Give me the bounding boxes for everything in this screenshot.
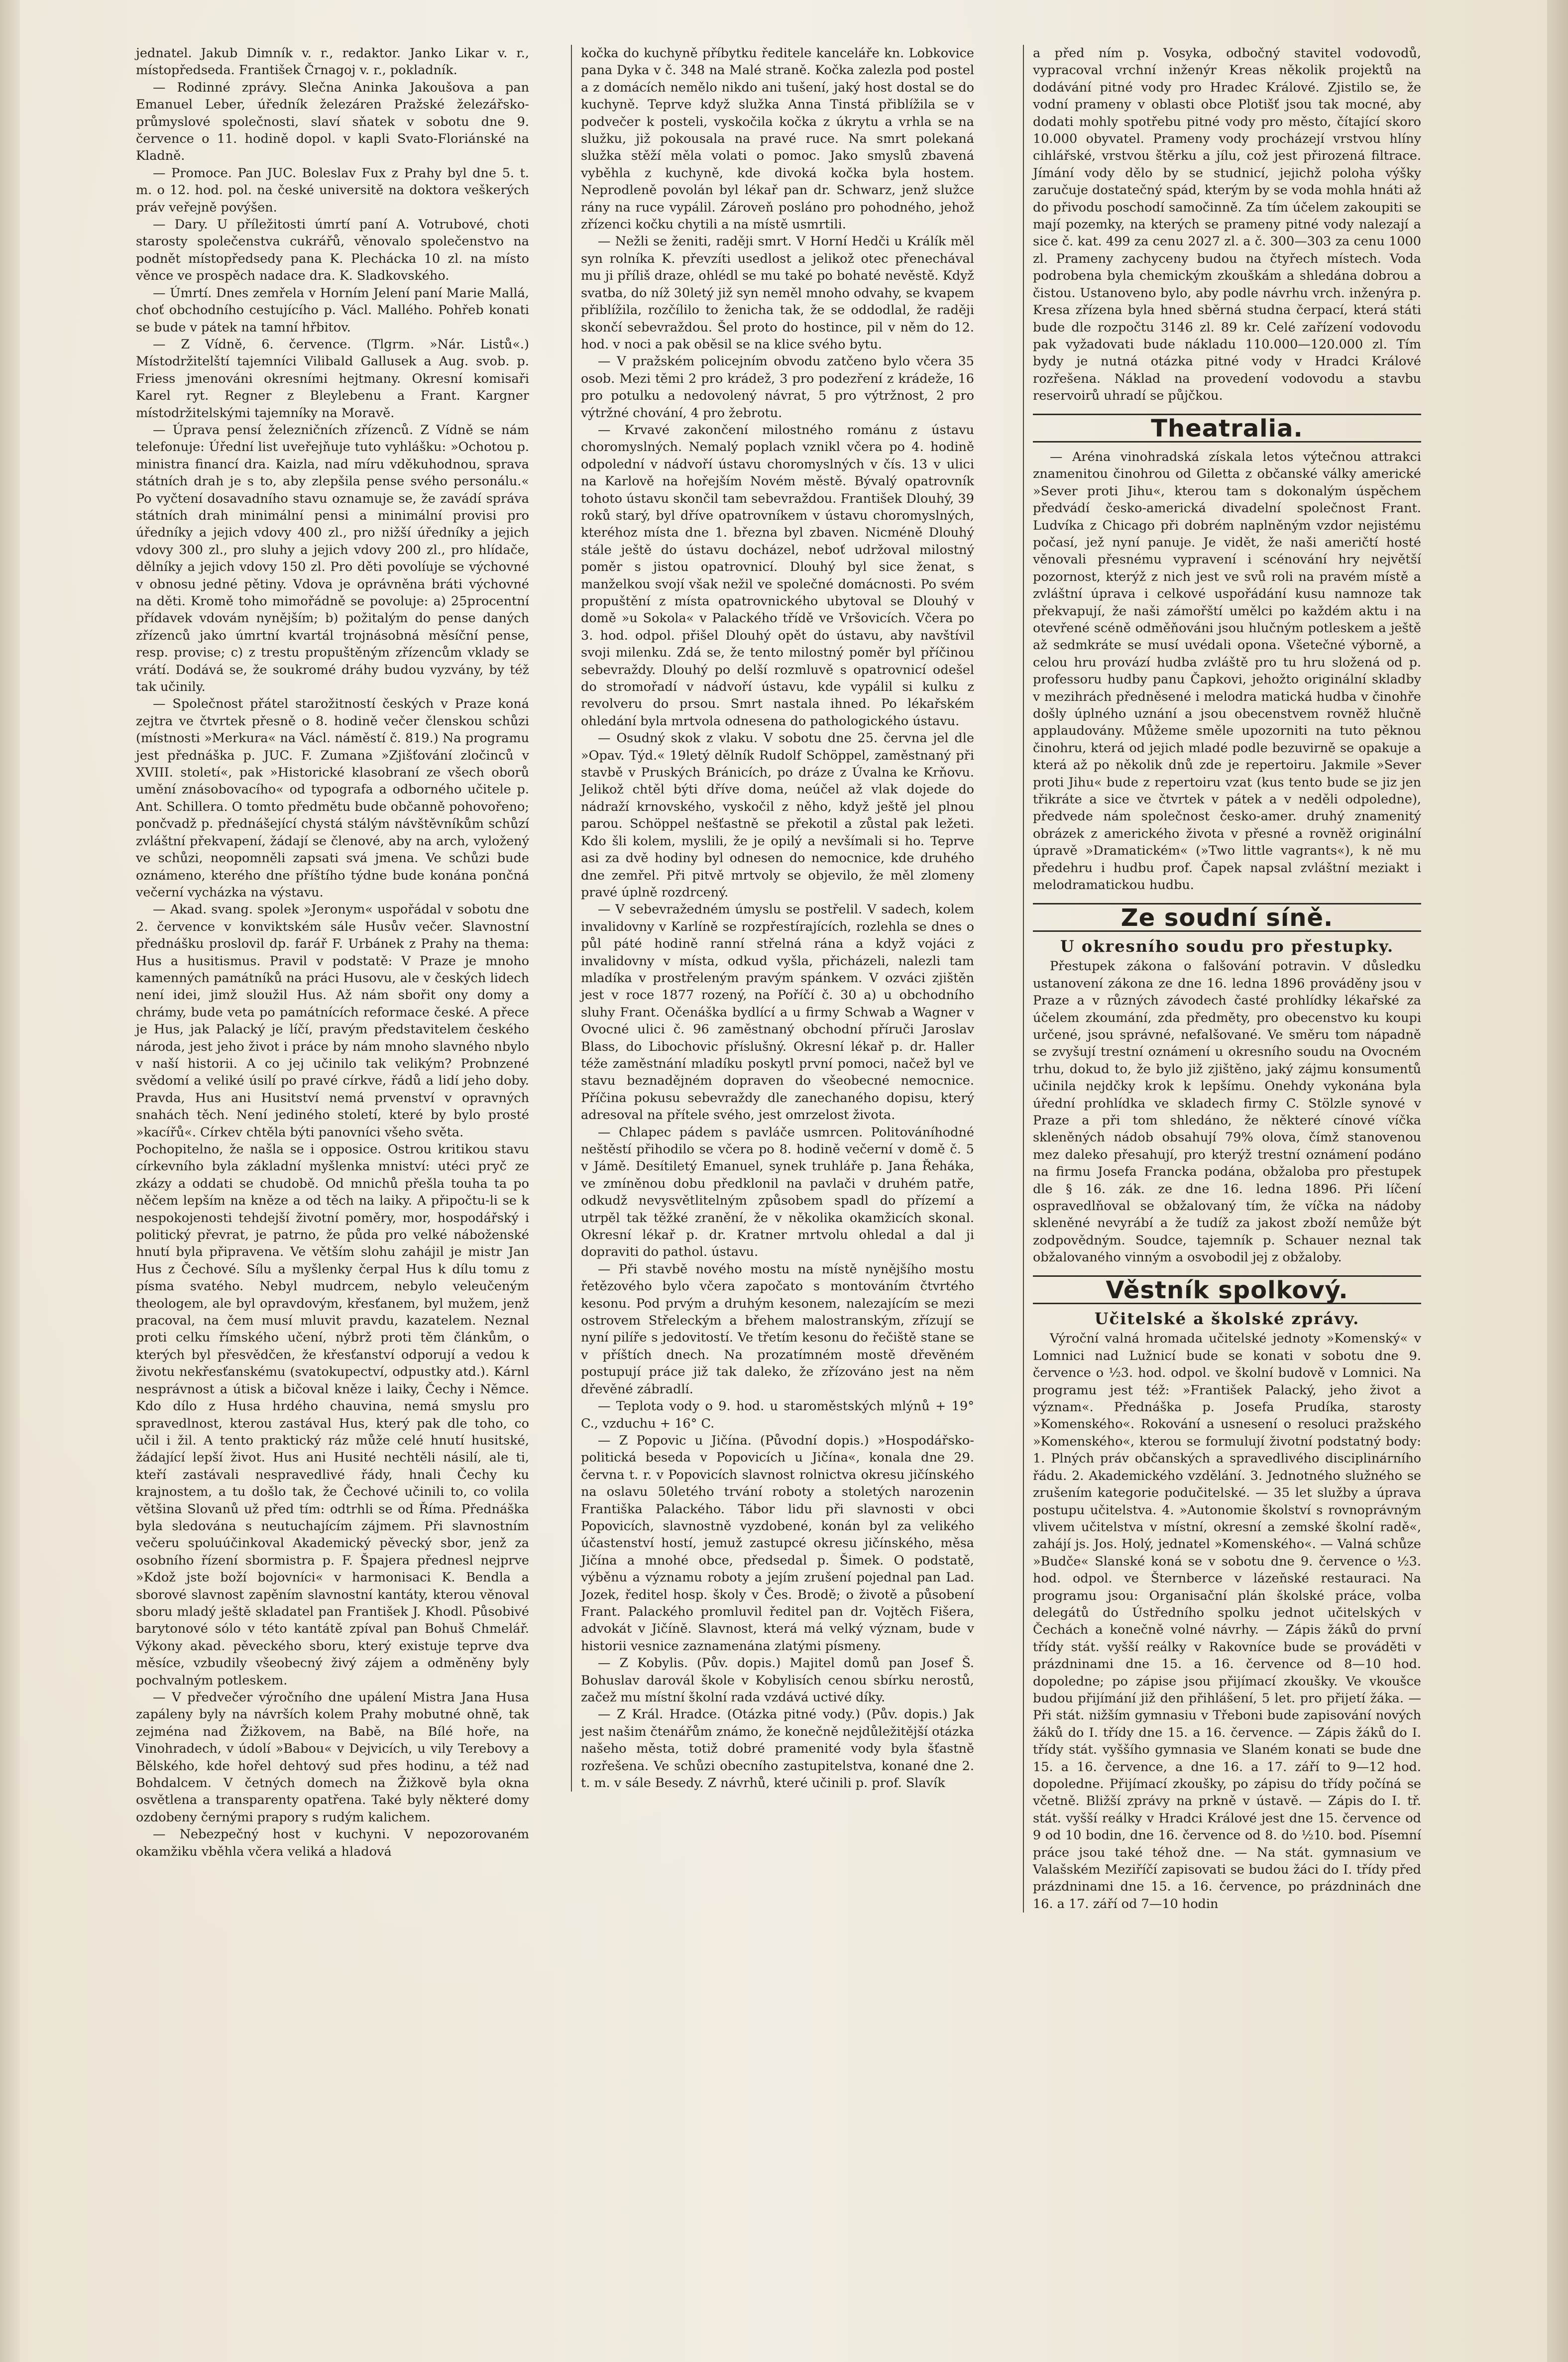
column-2 (571, 45, 974, 1792)
article-paragraph: — Z Vídně, 6. července. (Tlgrm. »Nár. Listů«.) Místodržitelští tajemníci Vilibald Gallusek a Aug. svob. p. Friess jmenováni okresními hejtmany. Okresní komisaři Karel ryt. Regner z Bleylebenu a Frant. Kargner místodržitelskými tajemníky na Moravě. (136, 337, 529, 421)
article-paragraph: — Chlapec pádem s pavláče usmrcen. Politováníhodné neštěstí přihodilo se včera po 8. hodině večerní v domě č. 5 v Jámě. Desítiletý Emanuel, synek truhláře p. Jana Řeháka, ve zmíněnou dobu předklonil na pavlači v druhém patře, odkudž nevysvětlitelným způsobem spadl do přízemí a utrpěl tak těžké zranění, že v několika okamžicích skonal. Okresní lékař p. dr. Kratner mrtvolu ohledal a dal ji dopraviti do pathol. ústavu. (581, 1125, 974, 1260)
column-3 (1023, 45, 1421, 1912)
section-subtitle-court: U okresního soudu pro přestupky. (1060, 936, 1394, 956)
article-paragraph: — Teplota vody o 9. hod. u staroměstských mlýnů + 19° C., vzduchu + 16° C. (581, 1399, 974, 1431)
article-paragraph: — Promoce. Pan JUC. Boleslav Fux z Prahy byl dne 5. t. m. o 12. hod. pol. na české universitě na doktora veškerých práv veřejně povýšen. (136, 165, 529, 215)
article-paragraph: Výroční valná hromada učitelské jednoty »Komenský« v Lomnici nad Lužnicí bude se konati v sobotu dne 9. července o ½3. hod. odpol. ve školní budově v Lomnici. Na programu jest též: »František Palacký, jeho život a význam«. Přednáška p. Josefa Prudíka, starosty »Komenského«. Rokování a usnesení o resoluci pražského »Komenského«, kterou se formulují životní podstatný body: 1. Plných práv občanských a spravedlivého disciplinárního řádu. 2. Akademického vzdělání. 3. Jednotného služného se zrušením kategorie podučitelské. — 35 let služby a úprava postupu učitelstva. 4. »Autonomie školství s rovnoprávným vlivem učitelstva v místní, okresní a zemské školní radě«, zahájí js. Jos. Holý, jednatel »Komenského«. — Valná schůze »Budče« Slanské koná se v sobotu dne 9. července o ½3. hod. odpol. ve Šternberce v lázeňské restauraci. Na programu jsou: Organisační plán školské práce, volba delegátů do Ústředního spolku jednot učitelských v Čechách a konečně volné návrhy. — Zápis žáků do první třídy stát. vyšší reálky v Rakovníce bude se prováděti v prázdninami dne 15. a 16. července od 8—10 hod. dopoledne; po zápise jsou přijímací zkoušky. Ve vkoušce budou přijímání již den přihlášení, 5 let. pro přijetí žáka. — Při stát. nižším gymnasiu v Třeboni bude zapisování nových žáků do I. třídy dne 15. a 16. července. — Zápis žáků do I. třídy stát. vyššího gymnasia ve Slaném konati se bude dne 15. a 16. července, a dne 16. a 17. září to 9—12 hod. dopoledne. Přijímací zkoušky, po zápisu do třídy počíná se včetně. Bližší zprávy na prkně v ústavě. — Zápis do I. tř. stát. vyšší reálky v Hradci Králové jest dne 15. července od 9 od 10 bodin, dne 16. července od 8. do ½10. bod. Písemní práce jsou také téhož dne. — Na stát. gymnasium ve Valašském Meziříčí zapisovati se budou žáci do I. třídy před prázdninami dne 15. a 16. července, po prázdninách dne 16. a 17. září od 7—10 hodin (1033, 1331, 1421, 1912)
article-paragraph: — Rodinné zprávy. Slečna Aninka Jakoušova a pan Emanuel Leber, úředník železáren Pražské železářsko-průmyslové společnosti, slaví sňatek v sobotu dne 9. července o 11. hodině dopol. v kapli Svato-Floriánské na Kladně. (136, 80, 529, 164)
article-paragraph: — Nebezpečný host v kuchyni. V nepozorovaném okamžiku vběhla včera veliká a hladová (136, 1827, 529, 1859)
section-title-associations: Věstník spolkový. (1033, 1275, 1421, 1304)
article-paragraph: — V předvečer výročního dne upálení Mistra Jana Husa zapáleny byly na návrších kolem Prahy mobutné ohně, tak zejména nad Žižkovem, na Babě, na Bílé hoře, na Vinohradech, v údolí »Babou« v Dejvicích, u vily Terebovy a Bělského, kde hořel dehtový sud přes hodinu, a též nad Bohdalcem. V četných domech na Žižkově byla okna osvětlena a transparenty opatřena. Také byly některé domy ozdobeny černými prapory s rudým kalichem. (136, 1690, 529, 1825)
article-paragraph: Pochopitelno, že našla se i opposice. Ostrou kritikou stavu církevního byla základní myšlenka mniství: utéci pryč ze zkázy a oddati se chudobě. Od mnichů přešla touha ta po něčem lepším na kněze a od těch na laiky. A připočtu-li se k nespokojenosti tehdejší životní poměry, mor, hospodářský i politický převrat, je patrno, že půda pro velké náboženské hnutí byla připravena. Ve větším slohu zahájil je mistr Jan Hus z Čechové. Sílu a myšlenky čerpal Hus k dílu tomu z písma svatého. Nebyl mudrcem, nebylo veleučeným theologem, ale byl opravdovým, křesťanem, byl mužem, jenž pracoval, na čem musí mluvit pravdu, kazatelem. Neznal proti celku římského učení, nýbrž proti těm článkům, o kterých byl přesvědčen, že křesťanství odporují a vedou k životu nekřesťanskému (svatokupectví, odpustky atd.). Kárnl nesprávnost a útisk a bičoval kněze i laiky, Čechy i Němce. Kdo dílo z Husa hrdého chauvina, nemá smyslu pro spravedlnost, kterou zastával Hus, který pak dle toho, co učil i žil. A tento praktický ráz může celé hnutí husitské, žádající lepší život. Hus ani Husité nechtěli násilí, ale ti, kteří zastávali nespravedlivé řády, hnali Čechy ku krajnostem, a tu došlo tak, že Čechové učinili to, co volila většina Slovanů už před tím: odtrhli se od Říma. Přednáška byla sledována s neutuchajícím zájmem. Při slavnostním večeru spoluúčinkoval Akademický pěvecký sbor, jenž za osobního řízení sbormistra p. F. Špajera přednesl nejprve »Kdož jste boží bojovníci« v harmonisaci K. Bendla a sborové slavnost zapěním slavnostní kantáty, kterou věnoval sboru mladý ještě skladatel pan František J. Khodl. Působivé barytonové sólo v této kantátě zpíval pan Bohuš Chmelář. Výkony akad. pěveckého sboru, který existuje teprve dva měsíce, vzbudily všeobecný živý zájem a odměněny byly pochvalným potleskem. (136, 1142, 529, 1688)
section-title-theatralia: Theatralia. (1033, 414, 1421, 443)
article-paragraph: — Z Popovic u Jičína. (Původní dopis.) »Hospodářsko-politická beseda v Popovicích u Jičína«, konala dne 29. června t. r. v Popovicích slavnost rolnictva okresu jičínského na oslavu 50letého trvání roboty a stoletých narozenin Františka Palackého. Tábor lidu při slavnosti v obci Popovicích, slavnostně vyzdobené, konán byl za velikého účastenství hostí, jemuž zastupcé okresu jičínského, měsa Jičína a mnohé obce, předsedal p. Šimek. O podstatě, výběnu a významu roboty a jejím zrušení pojednal pan Lad. Jozek, ředitel hosp. školy v Čes. Brodě; o životě a působení Frant. Palackého promluvil ředitel pan dr. Vojtěch Fišera, advokát v Jičíně. Slavnost, která má velký význam, bude v historii vesnice zaznamenána zlatými písmeny. (581, 1433, 974, 1654)
article-paragraph: kočka do kuchyně příbytku ředitele kanceláře kn. Lobkovice pana Dyka v č. 348 na Malé straně. Kočka zalezla pod postel a z domácích nemělo nikdo ani tušení, jaký host dostal se do kuchyně. Teprve když služka Anna Tinstá přiblížila se v podvečer k posteli, vyskočila kočka z úkrytu a vrhla se na služku, již pokousala na pravé ruce. Na smrt polekaná služka stěží měla volati o pomoc. Jako smyslů zbavená vyběhla z kuchyně, kde divoká kočka byla hostem. Neprodleně povolán byl lékař pan dr. Schwarz, jenž služce rány na ruce vypálil. Zároveň posláno pro pohodného, jehož zřízenci kočku chytili a na místě usmrtili. (581, 46, 974, 232)
article-paragraph: — Osudný skok z vlaku. V sobotu dne 25. června jel dle »Opav. Týd.« 19letý dělník Rudolf Schöppel, zaměstnaný při stavbě v Pruských Bránicích, po dráze z Úvalna ke Krňovu. Jelikož chtěl býti dříve doma, neúčel až vlak dojede do nádraží krnovského, vyskočil z něho, když ještě jel plnou parou. Schöppel nešťastně se překotil a zůstal pak ležeti. Kdo šli kolem, myslili, že je opilý a nevšímali si ho. Teprve asi za dvě hodiny byl odnesen do nemocnice, kde druhého dne zemřel. Při pitvě mrtvoly se objevilo, že měl zlomeny pravé úplně rozdrcený. (581, 731, 974, 900)
article-paragraph: — Společnost přátel starožitností českých v Praze koná zejtra ve čtvrtek přesně o 8. hodině večer členskou schůzi (místnosti »Merkura« na Václ. náměstí č. 819.) Na programu jest přednáška p. JUC. F. Zumana »Zjišťování zločinců v XVIII. století«, pak »Historické klasobraní ze všech oborů umění znásobovacího« od typografa a odborného učitele p. Ant. Schillera. O tomto předmětu bude občanně pohovořeno; pončvadž p. přednášející chystá stálým návštěvníkům schůzí zvláštní překvapení, žádají se členové, aby na arch, vyložený ve schůzi, neopomněli zapsati svá jmena. Ve schůzi bude oznámeno, kterého dne příštího týdne bude konána pončná večerní vycházka na výstavu. (136, 696, 529, 900)
article-paragraph: — Při stavbě nového mostu na místě nynějšího mostu řetězového bylo včera započato s montováním čtvrtého kesonu. Pod prvým a druhým kesonem, nalezajícím se mezi ostrovem Střeleckým a břehem malostranským, zřízují se nyní pilíře s jedovitostí. Ve třetím kesonu do řečiště stane se v příštích dnech. Na prozatímném mostě dřevěném postupují práce již tak daleko, že zřízováno jest na něm dřevěné zábradlí. (581, 1261, 974, 1397)
article-paragraph: — Z Kobylis. (Pův. dopis.) Majitel domů pan Josef Š. Bohuslav darovál škole v Kobylisích cenou sbírku nerostů, začež mu místní školní rada vzdává uctivé díky. (581, 1656, 974, 1705)
article-paragraph: — V pražském policejním obvodu zatčeno bylo včera 35 osob. Mezi těmi 2 pro krádež, 3 pro podezření z krádeže, 16 pro potulku a nedovolený návrat, 5 pro výtržnost, 2 pro výtržné chování, 4 pro žebrotu. (581, 354, 974, 421)
article-paragraph: — Dary. U příležitosti úmrtí paní A. Votrubové, choti starosty společenstva cukrářů, věnovalo společenstvo na podnět místopředsedy pana K. Plechácka 10 zl. na místo věnce ve prospěch nadace dra. K. Sladkovského. (136, 217, 529, 284)
article-paragraph: jednatel. Jakub Dimník v. r., redaktor. Janko Likar v. r., místopředseda. František Črnagoj v. r., pokladník. (136, 46, 529, 78)
article-paragraph: — Z Král. Hradce. (Otázka pitné vody.) (Pův. dopis.) Jak jest našim čtenářům známo, že konečně nejdůležitější otázka našeho města, totiž dobré pramenité vody byla šťastně rozřešena. Ve schůzi obecního zastupitelstva, konané dne 2. t. m. v sále Besedy. Z návrhů, které učinili p. prof. Slavík (581, 1707, 974, 1791)
section-subtitle-teachers: Učitelské a školské zprávy. (1094, 1309, 1360, 1329)
column-1 (136, 45, 529, 1860)
section-title-court: Ze soudní síně. (1033, 903, 1421, 932)
article-paragraph: — Aréna vinohradská získala letos výtečnou attrakci znamenitou činohrou od Giletta z občanské války americké »Sever proti Jihu«, kterou tam s dokonalým úspěchem předvádí česko-americká divadelní společnost Frant. Ludvíka z Chicago při dobrém naplněným vzdor nejistému počasí, jež nyní panuje. Je vidět, že naši američtí hosté věnovali přesnému vypravení i scénování hry největší pozornost, kterýž z nich jest ve svů roli na pravém místě a zvláštní úprava i celkové uspořádání kusu namnoze tak překvapují, že naši zámořští umělci po každém aktu i na otevřené scéně odměňováni jsou hlučným potleskem a ještě až sedmkráte se musí uvédali opona. Všetečné výborně, a celou hru provází hudba zvláště pro tu hru složená od p. professoru hudby panu Čapkovi, jehožto originální skladby v mezihrách předněsené i melodra matická hudba v činohře došly úplného uznání a jsou obecenstvem rovněž hlučně applaudovány. Můžeme směle upozorniti na tuto pěknou činohru, která od jejich mladé podle bezuvirně se opakuje a která až po několik dnů zde je repertoiru. Jakmile »Sever proti Jihu« bude z repertoiru vzat (kus tento bude se jiz jen třikráte a sice ve čtvrtek v pátek a v neděli odpoledne), předvede nám společnost česko-amer. druhý znamenitý obrázek z amerického života v přesné a rovněž originální úpravě »Dramatickém« (»Two little vagrants«), k ně mu předehru i hudbu prof. Čapek napsal zvláštní meziakt i melodramatickou hudbu. (1033, 449, 1421, 893)
article-paragraph: a před ním p. Vosyka, odbočný stavitel vodovodů, vypracoval vrchní inženýr Kreas několik projektů na dodávání pitné vody pro Hradec Králové. Zjistilo se, že vodní prameny v oblasti obce Plotišť jsou tak mocné, aby dodati mohly spotřebu pitné vody pro město, čítající skoro 10.000 obyvatel. Prameny vody procházejí vrstvou hlíny cihlářské, vrstvou štěrku a jílu, což jest přirozená filtrace. Jímání vody dělo by se studnicí, jejichž poloha výšky zaručuje dostatečný spád, kterým by se voda mohla hnáti až do přivodu poschodí samočinně. Za tím účelem zakoupiti se mají pozemky, na kterých se prameny pitné vody nalezají a sice č. kat. 499 za cenu 2027 zl. a č. 300—303 za cenu 1000 zl. Prameny zachyceny budou na čtyřech místech. Voda podrobena byla chemickým zkouškám a shledána dobrou a čistou. Ustanoveno bylo, aby podle návrhu vrch. inženýra p. Kresa zřízena byla hned sběrná studna čerpací, která státi bude dle rozpočtu 3146 zl. 89 kr. Celé zařízení vodovodu pak vyžadovati bude nákladu 110.000—120.000 zl. Tím bydy je nutná otázka pitné vody v Hradci Králové rozřešena. Náklad na provedení vodovodu a stavbu reservoirů uhradí se půjčkou. (1033, 46, 1421, 404)
article-paragraph: — Úprava pensí železničních zřízenců. Z Vídně se nám telefonuje: Úřední list uveřejňuje tuto vyhlášku: »Ochotou p. ministra financí dra. Kaizla, nad míru vděkuhodnou, sprava státních drah je s to, aby zlepšila pense svého personálu.« Po vyčtení dosavadního stavu oznamuje se, že zavádí správa státních drah minimální pensi a minimální provisi pro úředníky a jejich vdovy 400 zl., pro nižší úředníky a jejich vdovy 300 zl., pro sluhy a jejich vdovy 200 zl., pro hlídače, dělníky a jejich vdovy 150 zl. Pro děti povolíuje se výchovné v obnosu jedné pětiny. Vdova je oprávněna bráti výchovné na děti. Kromě toho mimořádně se povoluje: a) 25procentní přídavek vdovám nynějším; b) požitalým do pense daných zřízenců jako úmrtní kvartál trojnásobná měsíční pense, resp. provise; c) z trestu propuštěným zřízencům vklady se vrátí. Dodává se, že soukromé dráhy budou vyzvány, by též tak učinily. (136, 422, 529, 695)
article-paragraph: Přestupek zákona o falšování potravin. V důsledku ustanovení zákona ze dne 16. ledna 1896 prováděny jsou v Praze a v různých závodech časté prohlídky lékařské za účelem zkoumání, zda předměty, pro obecenstvo ku koupi určené, jsou správné, nefalšované. Ve směru tom nápadně se zvyšují trestní oznámení u okresního soudu na Ovocném trhu, dokud to, že bylo již zjištěno, jaký zájmu konsumentů učinila nejdčky krok k lepšímu. Onehdy vykonána byla úřední prohlídka ve skladech firmy C. Stölzle synové v Praze a při tom shledáno, že některé cínové víčka skleněných nádob obsahují 79% olova, čímž stanovenou mez daleko přesahují, pro kterýž trestní oznámení podáno na firmu Josefa Francka podána, obžaloba pro přestupek dle § 16. zák. ze dne 16. ledna 1896. Při líčení ospravedlňoval se obžalovaný tím, že víčka na nádoby skleněné nevyrábí a že tudíž za jakost zboží nemůže být zodpovědným. Soudce, tajemník p. Schauer neznal tak obžalovaného vinným a osvobodil jej z obžaloby. (1033, 959, 1421, 1265)
article-paragraph: — Úmrtí. Dnes zemřela v Horním Jelení paní Marie Mallá, choť obchodního cestujícího p. Václ. Mallého. Pohřeb konati se bude v pátek na tamní hřbitov. (136, 285, 529, 335)
article-paragraph: — Krvavé zakončení milostného románu z ústavu choromyslných. Nemalý poplach vznikl včera po 4. hodině odpolední v nádvoří ústavu choromyslných v čís. 13 v ulici na Karlově na hořejším Novém městě. Bývalý opatrovník tohoto ústavu skončil tam sebevraždou. František Dlouhý, 39 roků starý, byl dříve opatrovníkem v ústavu choromyslných, kteréhoz místa dne 1. března byl zbaven. Nicméně Dlouhý stále ještě do ústavu docházel, neboť udržoval milostný poměr s jistou opatrovnicí. Dlouhý byl sice ženat, s manželkou svojí však nežil ve společné domácnosti. Po svém propuštění z místa opatrovnického ubytoval se Dlouhý v domě »u Sokola« v Palackého třídě ve Vršovicích. Včera po 3. hod. odpol. přišel Dlouhý opět do ústavu, aby navštívil svoji milenku. Zdá se, že tento milostný poměr byl příčinou sebevraždy. Dlouhý po delší rozmluvě s opatrovnicí odešel do stromořadí v nádvoří ústavu, kde vypálil si kulku z revolveru do prsou. Smrt nastala ihned. Po lékařském ohledání byla mrtvola odnesena do pathologického ústavu. (581, 422, 974, 729)
article-paragraph: — V sebevražedném úmyslu se postřelil. V sadech, kolem invalidovny v Karlíně se rozpřestírajících, rozlehla se dnes o půl páté hodině ranní střelná rána a když vojáci z invalidovny v místa, odkud vyšla, přicházeli, nalezli tam mladíka v prostřeleným pravým spánkem. V ozváci zjištěn jest v roce 1877 rozený, na Poříčí č. 30 a) u obchodního sluhy Frant. Očenáška bydlící a u firmy Schwab a Wagner v Ovocné ulici č. 96 zaměstnaný obchodní příruči Jaroslav Blass, do Libochovic příslušný. Okresní lékař p. dr. Haller téže zaměstnání mladíku poskytl první pomoci, načež byl ve stavu beznadějném dopraven do všeobecné nemocnice. Příčina pokusu sebevraždy dle zanechaného dopisu, který adresoval na přítele svého, jest omrzelost života. (581, 902, 974, 1123)
page-left-edge (0, 0, 20, 2362)
article-paragraph: — Nežli se ženiti, raději smrt. V Horní Hedči u Králík měl syn rolníka K. převzíti usedlost a jelikož otec přenechával mu ji příliš draze, ohlédl se mu také po bohaté nevěstě. Když svatba, do níž 30letý již syn neměl mnoho odvahy, se kvapem přiblížila, rozčílilo to ženicha tak, že se oddodlal, že raději skončí sebevraždou. Šel proto do hostince, pil v něm do 12. hod. v noci a pak oběsil se na klice svého bytu. (581, 234, 974, 352)
article-paragraph: — Akad. svang. spolek »Jeronym« uspořádal v sobotu dne 2. července v konviktském sále Husův večer. Slavnostní přednášku proslovil dp. farář F. Urbánek z Prahy na thema: Hus a husitismus. Pravil v podstatě: V Praze je mnoho kamenných památníků na práci Husovu, ale v českých lidech není idei, jimž sloužil Hus. Až nám sbořit ony domy a chrámy, bude veta po památnících reformace české. A přece je Hus, jak Palacký je líčí, pravým představitelem českého národa, jest jeho život i práce by nám mnoho slavného nbylo v naší historii. A co jej učinilo tak velikým? Probnzené svědomí a veliké úsilí po pravé církve, řádů a lidí jeho doby. Pravda, Hus ani Husitství nemá prvenství v opravných snahách těch. Není jediného století, které by bylo prosté »kacířů«. Církev chtěla býti panovníci všeho světa. (136, 902, 529, 1140)
page-right-edge (1547, 0, 1568, 2362)
